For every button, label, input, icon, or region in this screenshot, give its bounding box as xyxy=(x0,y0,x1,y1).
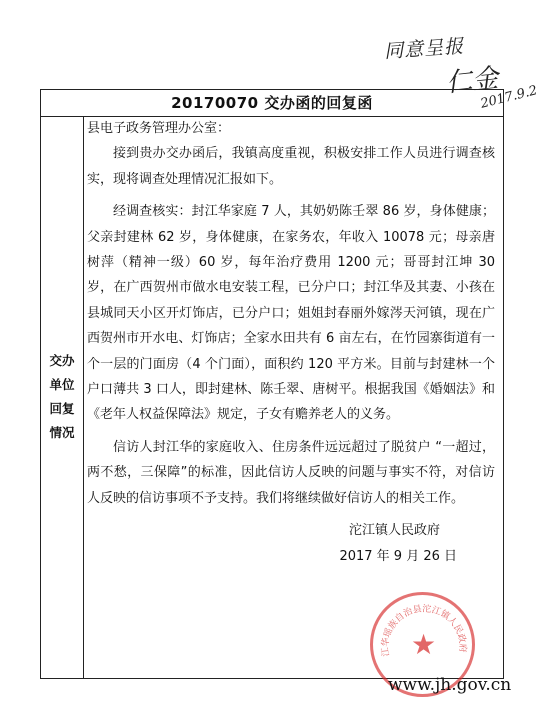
website-watermark: www.jh.gov.cn xyxy=(388,675,512,695)
seal-star-icon: ★ xyxy=(411,628,437,661)
handwritten-date: 2017.9.2 xyxy=(479,83,539,112)
form-title: 20170070 交办函的回复函 xyxy=(41,90,503,117)
paragraph-conclusion: 信访人封江华的家庭收入、住房条件远远超过了脱贫户 “一超过，两不愁，三保障”的标准，因此信访人反映的问题与事实不符，对信访人反映的信访事项不予支持。我们将继续做好信访人的相关工作。 xyxy=(87,439,495,506)
addressee: 县电子政务管理办公室： xyxy=(87,121,231,136)
handwritten-signature: 仁金 xyxy=(444,63,500,99)
reply-form xyxy=(40,89,504,679)
signature-date: 2017 年 9 月 26 日 xyxy=(339,548,457,564)
left-label-column xyxy=(41,116,84,678)
left-label-line: 回复 xyxy=(49,401,75,416)
reply-content xyxy=(85,116,503,678)
svg-text:江华瑶族自治县沱江镇人民政府: 江华瑶族自治县沱江镇人民政府 xyxy=(380,604,468,657)
paragraph-intro: 接到贵办交办函后，我镇高度重视，积极安排工作人员进行调查核实，现将调查处理情况汇报如下。 xyxy=(87,146,495,187)
handwritten-approval: 同意呈报 xyxy=(383,35,465,63)
signature-org: 沱江镇人民政府 xyxy=(348,523,440,539)
left-label-line: 情况 xyxy=(49,425,75,440)
left-label-line: 单位 xyxy=(49,377,75,392)
left-label-line: 交办 xyxy=(49,353,75,368)
paragraph-findings: 经调查核实：封江华家庭 7 人，其奶奶陈壬翠 86 岁，身体健康；父亲封建林 62 岁，身体健康，在家务农，年收入 10078 元；母亲唐树萍（精神一级）60 岁，每年治疗费用 1200 元；哥哥封江坤 30 岁，在广西贺州市做水电安装工程，已分户口；封江华及其妻、小孩在县城同天小区开灯饰店，已分户口；姐姐封春丽外嫁涔天河镇，现在广西贺州市开水电、灯饰店；全家水田共有 6 亩左右，在竹园寨街道有一个一层的门面房（4 个门面），面积约 120 平方米。目前与封建林一个户口薄共 3 口人，即封建林、陈壬翠、唐树平。根据我国《婚姻法》和《老年人权益保障法》规定，子女有赡养老人的义务。 xyxy=(87,204,495,423)
